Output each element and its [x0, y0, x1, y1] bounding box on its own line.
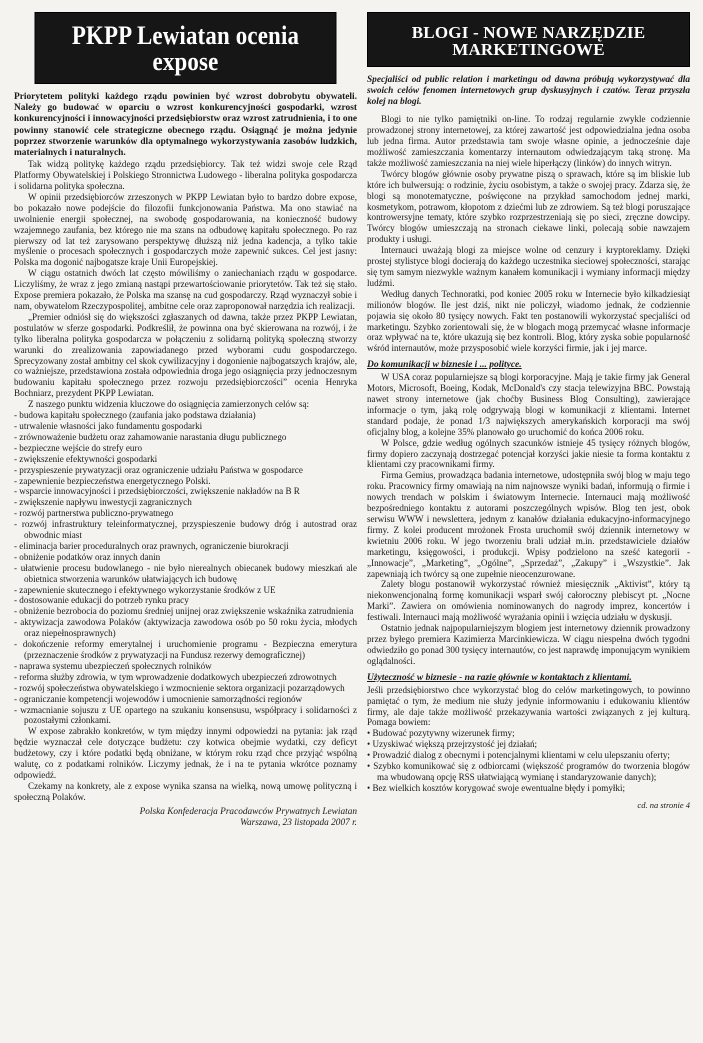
left-paragraph-1: Tak widzą politykę każdego rządu przedsiębiorcy. Tak też widzi swoje cele Rząd Platformy Obywatelskiej i Polskiego Stronnictwa Ludowego - liberalna polityka gospodarcza i solidarna polityka społeczna.: [14, 159, 357, 192]
list-item: - zwiększenie efektywności gospodarki: [14, 453, 158, 464]
right-paragraph-2: Twórcy blogów głównie osoby prywatne piszą o sprawach, które są im bliskie lub które ich bulwersują: o rodzinie, życiu osobistym, a także o swojej pracy. Zdarza się, że blogi są monotematyczne, poświęcone na przykład samochodom jednej marki, kosmetykom, potrawom, kłopotom z dziećmi lub ze zdrowiem. Są też blogi poruszające kontrowersyjne tematy, które szybko rozprzestrzeniają się po sieci, zręczne dowcipy. Twórcy blogów umieszczają na stronach ciekawe linki, polecają sobie nawzajem produkty i usługi.: [367, 168, 690, 245]
right-paragraph-5: W USA coraz popularniejsze są blogi korporacyjne. Mają je takie firmy jak General Motors, Microsoft, Boeing, Kodak, McDonald's czy stacja telewizyjna BBC. Powstają nawet strony internetowe (jak choćby Business Blog Consulting), zawierające informacje o tym, jaką rolę odgrywają blogi w komunikacji z klientami. Internet standard podaje, że ponad 1/3 największych amerykańskich korporacji ma swój oficjalny blog, a kolejne 35% planowało go uruchomić do końca 2006 roku.: [367, 372, 690, 437]
list-item: • Szybko komunikować się z odbiorcami (większość programów do tworzenia blogów ma wbudowaną opcję RSS ułatwiającą wymianę i standaryzowanie danych);: [367, 761, 690, 782]
list-item: • Prowadzić dialog z obecnymi i potencjalnymi klientami w celu ulepszaniu oferty;: [367, 750, 670, 761]
right-subheading-1: Do komunikacji w biznesie i ... polityce.: [367, 360, 522, 371]
right-paragraph-4: Według danych Technoratki, pod koniec 2005 roku w Internecie było kilkadziesiąt milionów blogów. Ile jest dziś, nikt nie policzył, wiadomo jednak, że codziennie pojawia się około 80 tysięcy nowych. Fakt ten postanowili wykorzystać specjaliści od marketingu. Szybko zorientowali się, że w blogach mogą przemycać własne informacje oraz wpływać na te, które ukazują się bez kontroli. Blog, który zyska sobie popularność wśród internautów, może przysposobić wiele korzyści firmie, jak i jej marce.: [367, 288, 690, 354]
left-paragraph-4: „Premier odniósł się do większości zgłaszanych od dawna, także przez PKPP Lewiatan, postulatów w sferze gospodarki. Podkreślił, że powinna ona być skierowana na rozwój, i że tylko liberalna polityka gospodarcza w połączeniu z solidarną polityką społeczną stworzy warunki do zrealizowania zapowiadanego przed wyborami cudu gospodarczego. Sprecyzowany został ambitny cel skok cywilizacyjny i dogonienie najbogatszych krajów, ale, co ważniejsze, przedstawiona została odpowiednia droga jego osiągnięcia przy jednoczesnym budowaniu kapitału społecznego przez rozwoju przedsiębiorczości” ocenia Henryka Bochniarz, prezydent PKPP Lewiatan.: [14, 311, 357, 399]
right-paragraph-7: Firma Gemius, prowadząca badania internetowe, udostępniła swój blog w maju tego roku. Pracownicy firmy omawiają na nim najnowsze wyniki badań, informują o firmie i nowych trendach w polskim i światowym Internecie. Internauci mają możliwość bezpośredniego kontaktu z autorami poszczególnych wpisów. Blog ten jest, obok serwisu WWW i newslettera, jednym z kanałów działania edukacyjno-informacyjnego firmy. Z kolei producent mrożonek Frosta uruchomił swój dziennik internetowy w kwietniu 2006 roku. W jego tworzeniu brali udział m.in. przedstawiciele działów marketingu, księgowości, i produkcji. Wpisy podzielono na sześć kategorii - „Innowacje”, „Marketing”, „Ogólne”, „Sprzedaż”, „Zakupy” i „Wszystkie”. Jak zapewniają ich twórcy są one zupełnie nieocenzurowane.: [367, 470, 690, 579]
left-signature-date: Warszawa, 23 listopada 2007 r.: [240, 817, 357, 828]
left-paragraph-3: W ciągu ostatnich dwóch lat często mówiliśmy o zaniechaniach rządu w gospodarce. Liczyliśmy, że wraz z jego zmianą nastąpi przewartościowanie priorytetów. Tak też się stało. Expose premiera pokazało, że Polska ma szansę na cud gospodarczy. Rząd wyznaczył sobie i nam, obywatelom Rzeczypospolitej, ambitne cele oraz zaproponował narzędzia ich realizacji.: [14, 268, 357, 311]
list-item: - ułatwienie procesu budowlanego - nie było nierealnych obiecanek budowy mieszkań ale obietnica stworzenia warunków ułatwiających ich budowę: [14, 562, 357, 584]
list-item: - zrównoważenie budżetu oraz zahamowanie narastania długu publicznego: [14, 431, 287, 442]
list-item: - przyspieszenie prywatyzacji oraz ograniczenie udziału Państwa w gospodarce: [14, 464, 303, 475]
right-paragraph-8: Zalety blogu postanowił wykorzystać również miesięcznik „Aktivist”, który tą niekonwencjonalną formę komunikacji wsparł swój całoroczny plebiscyt pt. „Nocne Marki”. Zawiera on omówienia nominowanych do nagrody imprez, koncertów i festiwali. Internauci mają możliwość wyrażania opinii i wzięcia udziału w dyskusji.: [367, 579, 690, 623]
right-paragraph-3: Internauci uważają blogi za miejsce wolne od cenzury i kryptoreklamy. Dzięki prostej stylistyce blogi docierają do każdego uczestnika sieciowej społeczności, starając się tym samym niezwykle ważnym kanałem komunikacji i wymiany informacji między ludźmi.: [367, 245, 690, 288]
list-item: - rozwój partnerstwa publiczno-prywatnego: [14, 508, 174, 519]
list-item: - obniżenie podatków oraz innych danin: [14, 551, 161, 562]
list-item: - dokończenie reformy emerytalnej i uruchomienie programu - Bezpieczna emerytura (przeznaczenie środków z prywatyzacji na Fundusz rezerwy demograficznej): [14, 639, 357, 660]
list-item: - wsparcie innowacyjności i przedsiębiorczości, zwiększenie nakładów na B R: [14, 486, 300, 497]
right-paragraph-9: Ostatnio jednak najpopularniejszym blogiem jest internetowy dziennik prowadzony przez byłego premiera Kazimierza Marcinkiewicza. W ciągu niespełna dwóch tygodni odwiedziło go ponad 300 tysięcy internautów, co jest naprawdę imponującym wynikiem oglądalności.: [367, 623, 690, 666]
list-item: • Uzyskiwać większą przejrzystość jej działań;: [367, 739, 538, 750]
list-item: - obniżenie bezrobocia do poziomu średniej unijnej oraz zwiększenie wskaźnika zatrudnienia: [14, 606, 354, 617]
list-item: - dostosowanie edukacji do potrzeb rynku pracy: [14, 595, 189, 606]
right-article: [367, 12, 690, 1043]
list-item: • Budować pozytywny wizerunek firmy;: [367, 728, 515, 739]
left-paragraph-2: W opinii przedsiębiorców zrzeszonych w PKPP Lewiatan było to bardzo dobre expose, bo pokazało nowe podejście do filozofii funkcjonowania Państwa. Ma ono stawiać na uwolnienie energii społecznej, na swobodę gospodarowania, na konieczność budowy wzajemnego zaufania, bez którego nie ma szans na odbudowę kapitału społecznego. Po raz pierwszy od lat też zarysowano perspektywę dłuższą niż jedna kadencja, a tylko takie myślenie o procesach społecznych i gospodarczych może zapewnić sukces. Cel jest jasny: Polska ma dogonić najbogatsze kraje Unii Europejskiej.: [14, 191, 357, 268]
list-item: - rozwój społeczeństwa obywatelskiego i wzmocnienie sektora organizacji pozarządowych: [14, 682, 345, 693]
left-article: [14, 12, 357, 1043]
list-item: - reforma służby zdrowia, w tym wprowadzenie dodatkowych ubezpieczeń zdrowotnych: [14, 671, 337, 682]
left-goals-list: [14, 410, 357, 726]
left-lead: Priorytetem polityki każdego rządu powinien być wzrost dobrobytu obywateli. Należy go budować w oparciu o wzrost konkurencyjności gospodarki, wzrost konkurencyjności i innowacyjności przedsiębiorstw oraz wzrost zatrudnienia, i to one powinny stanowić cele strategiczne obecnego rządu. Osiągnąć je można jedynie poprzez stworzenie warunków dla optymalnego wykorzystywania zasobów ludzkich, materialnych i naturalnych.: [14, 92, 357, 159]
left-paragraph-6: W expose zabrakło konkretów, w tym między innymi odpowiedzi na pytania: jak rząd będzie wyznaczał cele dotyczące budżetu: czy kotwica obejmie wydatki, czy deficyt budżetowy, czy i które podatki będą obniżane, w którym roku rząd chce przyjąć wspólną walutę, co z podatkami rolników. Liczymy jednak, że i na te pytania wkrótce poznamy odpowiedź.: [14, 726, 357, 780]
list-item: - utrwalenie własności jako fundamentu gospodarki: [14, 420, 203, 431]
right-lead: Specjaliści od public relation i marketingu od dawna próbują wykorzystywać dla swoich celów fenomen internetowych grup dyskusyjnych i czatów. Teraz przyszła kolej na blogi.: [367, 75, 690, 108]
right-article-title: BLOGI - NOWE NARZĘDZIE MARKETINGOWE: [367, 12, 690, 67]
list-item: - ograniczanie kompetencji wojewodów i umocnienie samorządności regionów: [14, 693, 303, 704]
list-item: - zapewnienie bezpieczeństwa energetycznego Polski.: [14, 475, 211, 486]
right-benefits-list: [367, 728, 690, 793]
right-subheading-2: Użyteczność w biznesie - na razie głównie w kontaktach z klientami.: [367, 672, 632, 683]
list-item: - budowa kapitału społecznego (zaufania jako podstawa działania): [14, 410, 256, 421]
right-paragraph-1: Blogi to nie tylko pamiętniki on-line. To rodzaj regularnie zwykle codziennie prowadzonej strony internetowej, za której zawartość jest odpowiedzialna jedna osoba lub jedna firma. Autor przedstawia tam swoje własne opinie, a jednocześnie daje możliwość zamieszczania komentarzy internautom odwiedzającym taką stronę. Ma także możliwość zamieszczania na niej wiele hiperłączy (linków) do innych witryn.: [367, 114, 690, 168]
list-item: - aktywizacja zawodowa Polaków (aktywizacja zawodowa osób po 50 roku życia, młodych oraz niepełnosprawnych): [14, 617, 357, 639]
list-item: - wzmacnianie sojuszu z UE opartego na szukaniu konsensusu, współpracy i solidarności z pozostałymi członkami.: [14, 704, 357, 726]
left-article-title: PKPP Lewiatan ocenia expose: [35, 12, 337, 84]
left-paragraph-7: Czekamy na konkrety, ale z expose wynika szansa na wielką, nową umowę polityczną i społeczną Polaków.: [14, 780, 357, 802]
list-item: - rozwój infrastruktury teleinformatycznej, przyspieszenie budowy dróg i autostrad oraz obwodnic miast: [14, 519, 357, 541]
left-signature-org: Polska Konfederacja Pracodawców Prywatnych Lewiatan: [139, 806, 357, 817]
list-item: • Bez wielkich kosztów korygować swoje ewentualne błędy i pomyłki;: [367, 782, 625, 793]
list-item: - zwiększenie napływu inwestycji zagranicznych: [14, 497, 192, 508]
right-paragraph-6: W Polsce, gdzie według ogólnych szacunków istnieje 45 tysięcy różnych blogów, firmy dopiero zaczynają dostrzegać potencjał korzyści jakie niesie ta forma kontaktu z klientami czy pracownikami firmy.: [367, 437, 690, 470]
list-item: - eliminacja barier proceduralnych oraz prawnych, ograniczenie biurokracji: [14, 540, 289, 551]
left-paragraph-5: Z naszego punktu widzenia kluczowe do osiągnięcia zamierzonych celów są:: [28, 399, 310, 410]
list-item: - bezpieczne wejście do strefy euro: [14, 442, 143, 453]
continuation-note: cd. na stronie 4: [637, 799, 690, 810]
list-item: - zapewnienie skutecznego i efektywnego wykorzystanie środków z UE: [14, 584, 276, 595]
list-item: - naprawa systemu ubezpieczeń społecznych rolników: [14, 660, 212, 671]
right-paragraph-10: Jeśli przedsiębiorstwo chce wykorzystać blog do celów marketingowych, to powinno pamiętać o tym, że medium nie służy jedynie informowaniu i edukowaniu klientów firmy, ale daje także możliwość przekazywania wartości związanych z jej kulturą. Pomaga bowiem:: [367, 684, 690, 728]
